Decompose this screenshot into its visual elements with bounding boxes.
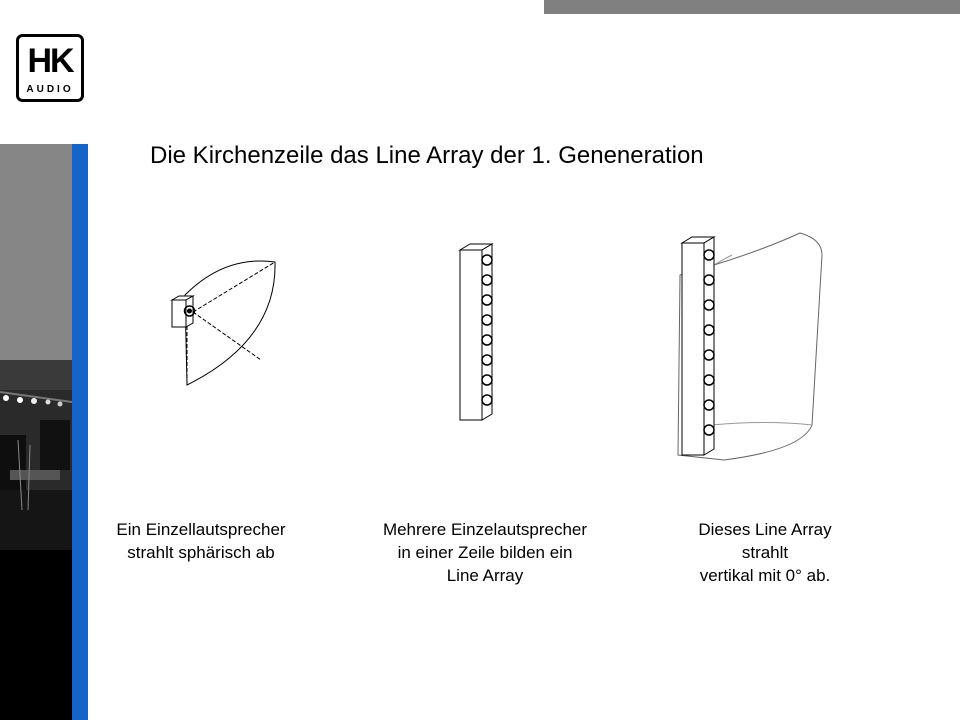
concert-photo xyxy=(0,360,72,550)
slide-title: Die Kirchenzeile das Line Array der 1. Geneneration xyxy=(150,142,704,169)
blue-accent-strip xyxy=(72,144,88,720)
line-array-coverage-drawing xyxy=(672,225,837,465)
svg-text:AUDIO: AUDIO xyxy=(26,84,74,95)
caption-single-speaker: Ein Einzellautsprecher strahlt sphärisch ab xyxy=(116,520,286,562)
svg-text:HK: HK xyxy=(27,42,73,80)
caption-column-speaker: Mehrere Einzelautsprecher in einer Zeile bilden ein Line Array xyxy=(382,520,588,585)
top-bar xyxy=(544,0,960,14)
column-speaker-drawing xyxy=(452,240,502,425)
left-black-panel xyxy=(0,550,72,720)
single-speaker-drawing xyxy=(165,250,280,390)
caption-line-array: Dieses Line Array strahlt vertikal mit 0° ab. xyxy=(698,520,832,585)
hk-audio-logo xyxy=(16,34,84,102)
left-gray-panel xyxy=(0,144,72,360)
